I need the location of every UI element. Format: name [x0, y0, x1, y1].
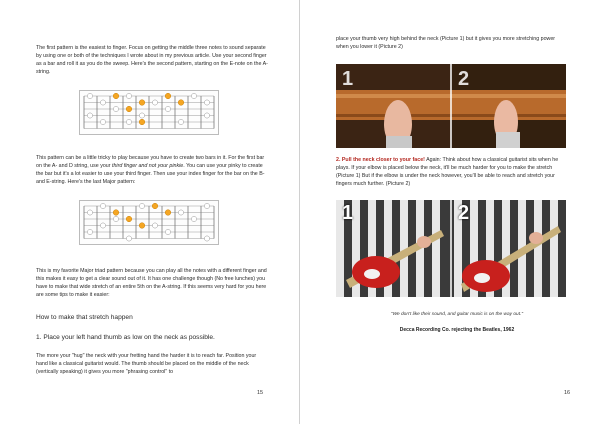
paragraph-thumb-behind-neck: place your thumb very high behind the neck (Picture 1) but it gives you more stretching power when you lower it (Picture 2): [336, 36, 556, 51]
right-page: [300, 0, 600, 424]
page-number-right: 16: [564, 390, 571, 396]
paragraph-hug-neck: The more your "hug" the neck with your fretting hand the harder it is to reach far. Position your hand like a classical guitarist would. The thumb should be placed on the middle of the neck (vertically speaking) it gives you more "phrasing control" to: [36, 353, 257, 376]
photo-elbow-svg: [336, 200, 566, 297]
photo2-label-1: 1: [342, 202, 354, 224]
photo-thumb-position: [336, 64, 566, 148]
photo-label-1: 1: [342, 68, 354, 90]
heading-thumb-tip: 1. Place your left hand thumb as low on the neck as possible.: [36, 334, 215, 341]
quote-text: "We don't like their sound, and guitar music is on the way out.": [390, 311, 524, 317]
paragraph-pull-neck: [336, 156, 566, 188]
photo2-label-2: 2: [458, 202, 470, 224]
tip-text: Again: Think about how a classical guitarist sits when he plays. If your elbow is placed below the neck, it'll be much harder for you to make the stretch (Picture 1) But if the elbow is under the neck however, you'll be able to reach and stretch your fingers much further. (Picture 2): [336, 157, 559, 188]
photo-elbow-position: [336, 200, 566, 297]
fretboard-svg-2: [80, 201, 218, 244]
fretboard-diagram-major-pattern: [79, 200, 219, 245]
paragraph-two-bars: [36, 154, 268, 186]
page-number-left: 15: [257, 390, 264, 396]
paragraph-two-bars-text-a: This pattern can be a little tricky to play because you have to create two bars in it. For the first bar on the A- and D string, use your: [36, 155, 265, 170]
paragraph-two-bars-italic: third finger and not your pinkie: [111, 163, 184, 170]
tip-heading: 2. Pull the neck closer to your face!: [336, 157, 425, 163]
paragraph-two-bars-text-b: . You can use your pinky to create the bar but it's a lot easier to use your third finger. Then use your index finger for the bar on the B- and E-string. Here's the last Major pattern:: [36, 163, 265, 186]
photo-label-2: 2: [458, 68, 470, 90]
fretboard-svg: [80, 91, 218, 134]
paragraph-first-pattern: The first pattern is the easiest to finger. Focus on getting the middle three notes to sound separate by using one or both of the techniques I wrote about in my previous article. Use your second finger as a bar and roll it as you do the sweep. Here's the second pattern, starting on the E-note on the A-string.: [36, 45, 268, 76]
heading-stretch: How to make that stretch happen: [36, 314, 133, 321]
photo-thumb-svg: [336, 64, 566, 148]
fretboard-diagram-pattern-2: [79, 90, 219, 135]
quote-citation: Decca Recording Co. rejecting the Beatles, 1962: [399, 327, 515, 333]
paragraph-favorite-pattern: This is my favorite Major triad pattern because you can play all the notes with a different finger and this makes it easy to get a clear sound out of it. It has one challenge though (No free lunches) you have to make that wide stretch of an entire 5th on the A-string. If this seems very hard for you here are some tips to make it easier:: [36, 268, 267, 299]
